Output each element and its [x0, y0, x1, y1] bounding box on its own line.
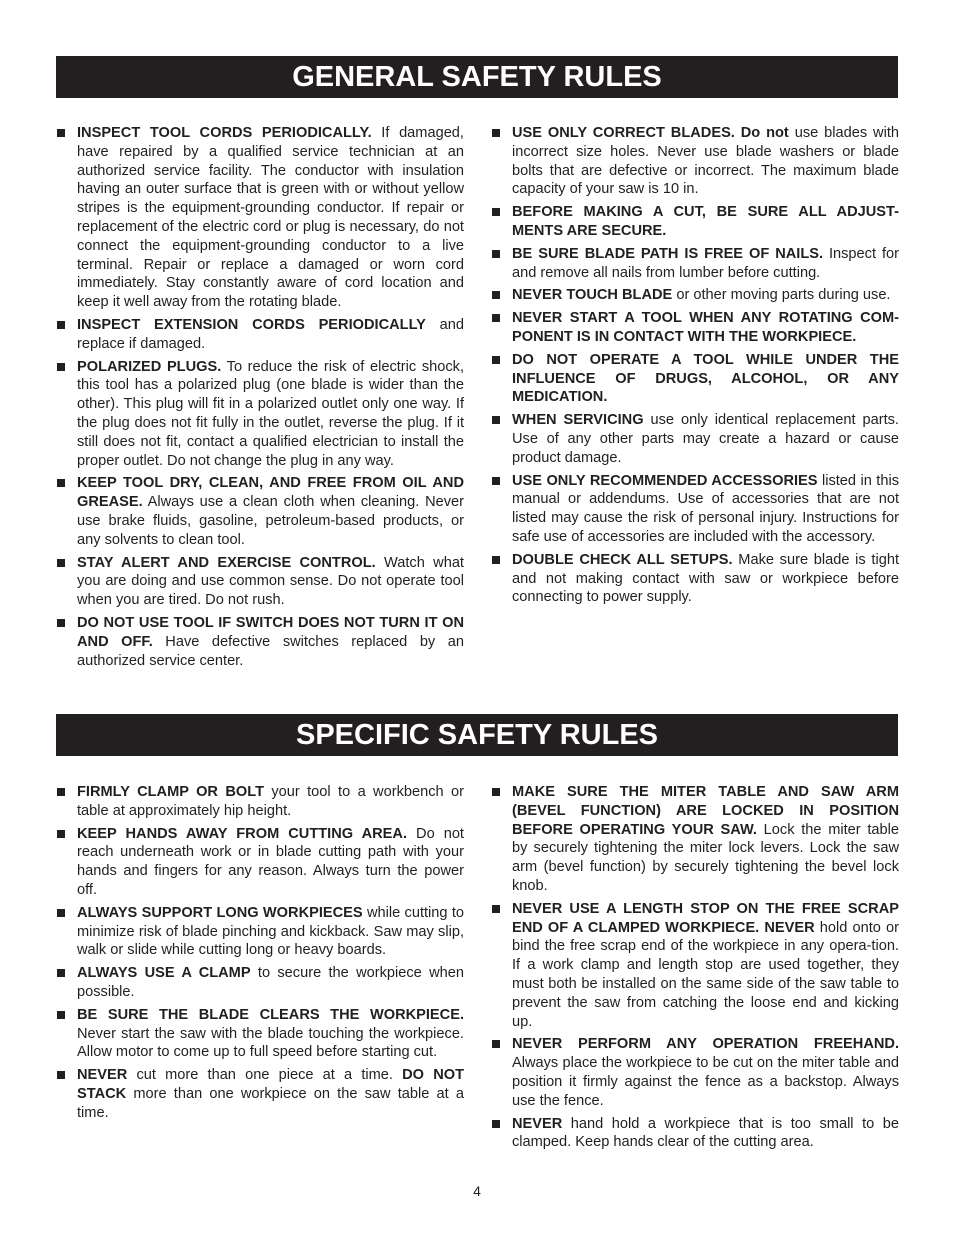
bullet-icon: [492, 314, 500, 322]
bullet-icon: [57, 129, 65, 137]
rule-length-stop: NEVER USE A LENGTH STOP ON THE FREE SCRAP END OF A CLAMPED WORKPIECE. NEVER hold onto or bind the free scrap end of the workpiece in any opera-tion. If a work clamp and length stop are used together, they must both be installed on the same side of the saw table to prevent the saw from catching the loose end and kicking up.: [491, 900, 899, 1032]
bullet-icon: [492, 1040, 500, 1048]
general-rules-left-column: [56, 124, 464, 674]
rule-one-piece-at-a-time: NEVER cut more than one piece at a time. DO NOT STACK more than one workpiece on the saw table at a time.: [56, 1066, 464, 1122]
rule-use-clamp: ALWAYS USE A CLAMP to secure the workpiece when possible.: [56, 964, 464, 1002]
rule-rotating-component: NEVER START A TOOL WHEN ANY ROTATING COM-PONENT IS IN CONTACT WITH THE WORKPIECE.: [491, 309, 899, 347]
specific-rules-right-column: [491, 783, 899, 1156]
bullet-icon: [57, 619, 65, 627]
rule-recommended-accessories: USE ONLY RECOMMENDED ACCESSORIES listed in this manual or addendums. Use of accessories that are not listed may cause the risk of personal injury. Instructions for safe use of accessories are included with the accessory.: [491, 472, 899, 547]
bullet-icon: [492, 250, 500, 258]
bullet-icon: [57, 830, 65, 838]
specific-rules-left-column: [56, 783, 464, 1127]
bullet-icon: [57, 321, 65, 329]
bullet-icon: [492, 416, 500, 424]
rule-miter-table-locked: MAKE SURE THE MITER TABLE AND SAW ARM (BEVEL FUNCTION) ARE LOCKED IN POSITION BEFORE OPERATING YOUR SAW. Lock the miter table by securely tightening the miter lock levers. Lock the saw arm (bevel function) by securely tightening the bevel lock knob.: [491, 783, 899, 896]
rule-never-touch-blade: NEVER TOUCH BLADE or other moving parts during use.: [491, 286, 899, 305]
rule-double-check-setups: DOUBLE CHECK ALL SETUPS. Make sure blade is tight and not making contact with saw or workpiece before connecting to power supply.: [491, 551, 899, 607]
bullet-icon: [492, 556, 500, 564]
rule-adjustments-secure: BEFORE MAKING A CUT, BE SURE ALL ADJUST-MENTS ARE SECURE.: [491, 203, 899, 241]
bullet-icon: [492, 1120, 500, 1128]
general-rules-right-column: [491, 124, 899, 611]
rule-blade-path-nails: BE SURE BLADE PATH IS FREE OF NAILS. Inspect for and remove all nails from lumber before cutting.: [491, 245, 899, 283]
bullet-icon: [57, 788, 65, 796]
rule-drugs-alcohol: DO NOT OPERATE A TOOL WHILE UNDER THE INFLUENCE OF DRUGS, ALCOHOL, OR ANY MEDICATION.: [491, 351, 899, 407]
rule-never-freehand: NEVER PERFORM ANY OPERATION FREEHAND. Always place the workpiece to be cut on the miter table and position it firmly against the fence as a backstop. Always use the fence.: [491, 1035, 899, 1110]
rule-inspect-extension-cords: INSPECT EXTENSION CORDS PERIODICALLY and replace if damaged.: [56, 316, 464, 354]
specific-safety-rules-heading: SPECIFIC SAFETY RULES: [56, 714, 898, 756]
rule-correct-blades: USE ONLY CORRECT BLADES. Do not use blades with incorrect size holes. Never use blade washers or blade bolts that are defective or incorrect. The maximum blade capacity of your saw is 10 in.: [491, 124, 899, 199]
bullet-icon: [492, 905, 500, 913]
rule-small-workpiece: NEVER hand hold a workpiece that is too small to be clamped. Keep hands clear of the cutting area.: [491, 1115, 899, 1153]
bullet-icon: [57, 479, 65, 487]
page-number: 4: [473, 1183, 481, 1199]
rule-keep-tool-dry: KEEP TOOL DRY, CLEAN, AND FREE FROM OIL AND GREASE. Always use a clean cloth when cleaning. Never use brake fluids, gasoline, petroleum-based products, or any solvents to clean tool.: [56, 474, 464, 549]
rule-keep-hands-away: KEEP HANDS AWAY FROM CUTTING AREA. Do not reach underneath work or in blade cutting path with your hands and fingers for any reason. Always turn the power off.: [56, 825, 464, 900]
general-safety-rules-heading: GENERAL SAFETY RULES: [56, 56, 898, 98]
bullet-icon: [492, 208, 500, 216]
rule-blade-clears-workpiece: BE SURE THE BLADE CLEARS THE WORKPIECE. Never start the saw with the blade touching the workpiece. Allow motor to come up to full speed before starting cut.: [56, 1006, 464, 1062]
bullet-icon: [57, 1011, 65, 1019]
rule-stay-alert: STAY ALERT AND EXERCISE CONTROL. Watch what you are doing and use common sense. Do not operate tool when you are tired. Do not rush.: [56, 554, 464, 610]
rule-switch: DO NOT USE TOOL IF SWITCH DOES NOT TURN IT ON AND OFF. Have defective switches replaced by an authorized service center.: [56, 614, 464, 670]
rule-when-servicing: WHEN SERVICING use only identical replacement parts. Use of any other parts may create a hazard or cause product damage.: [491, 411, 899, 467]
bullet-icon: [57, 1071, 65, 1079]
bullet-icon: [492, 477, 500, 485]
bullet-icon: [57, 969, 65, 977]
rule-inspect-tool-cords: INSPECT TOOL CORDS PERIODICALLY. If damaged, have repaired by a qualified service technician at an authorized service facility. The conductor with insulation having an outer surface that is green with or without yellow stripes is the equipment-grounding conductor. If repair or replacement of the electric cord or plug is necessary, do not connect the equipment-grounding conductor to a live terminal. Repair or replace a damaged or worn cord immediately. Stay constantly aware of cord location and keep it well away from the rotating blade.: [56, 124, 464, 312]
bullet-icon: [492, 356, 500, 364]
bullet-icon: [57, 909, 65, 917]
bullet-icon: [57, 363, 65, 371]
bullet-icon: [492, 788, 500, 796]
rule-polarized-plugs: POLARIZED PLUGS. To reduce the risk of electric shock, this tool has a polarized plug (one blade is wider than the other). This plug will fit in a polarized outlet only one way. If the plug does not fit fully in the outlet, reverse the plug. If it still does not fit, contact a qualified electrician to install the proper outlet. Do not change the plug in any way.: [56, 358, 464, 471]
bullet-icon: [492, 129, 500, 137]
bullet-icon: [492, 291, 500, 299]
rule-support-long-workpieces: ALWAYS SUPPORT LONG WORKPIECES while cutting to minimize risk of blade pinching and kickback. Saw may slip, walk or slide while cutting long or heavy boards.: [56, 904, 464, 960]
rule-clamp-or-bolt: FIRMLY CLAMP OR BOLT your tool to a workbench or table at approximately hip height.: [56, 783, 464, 821]
bullet-icon: [57, 559, 65, 567]
